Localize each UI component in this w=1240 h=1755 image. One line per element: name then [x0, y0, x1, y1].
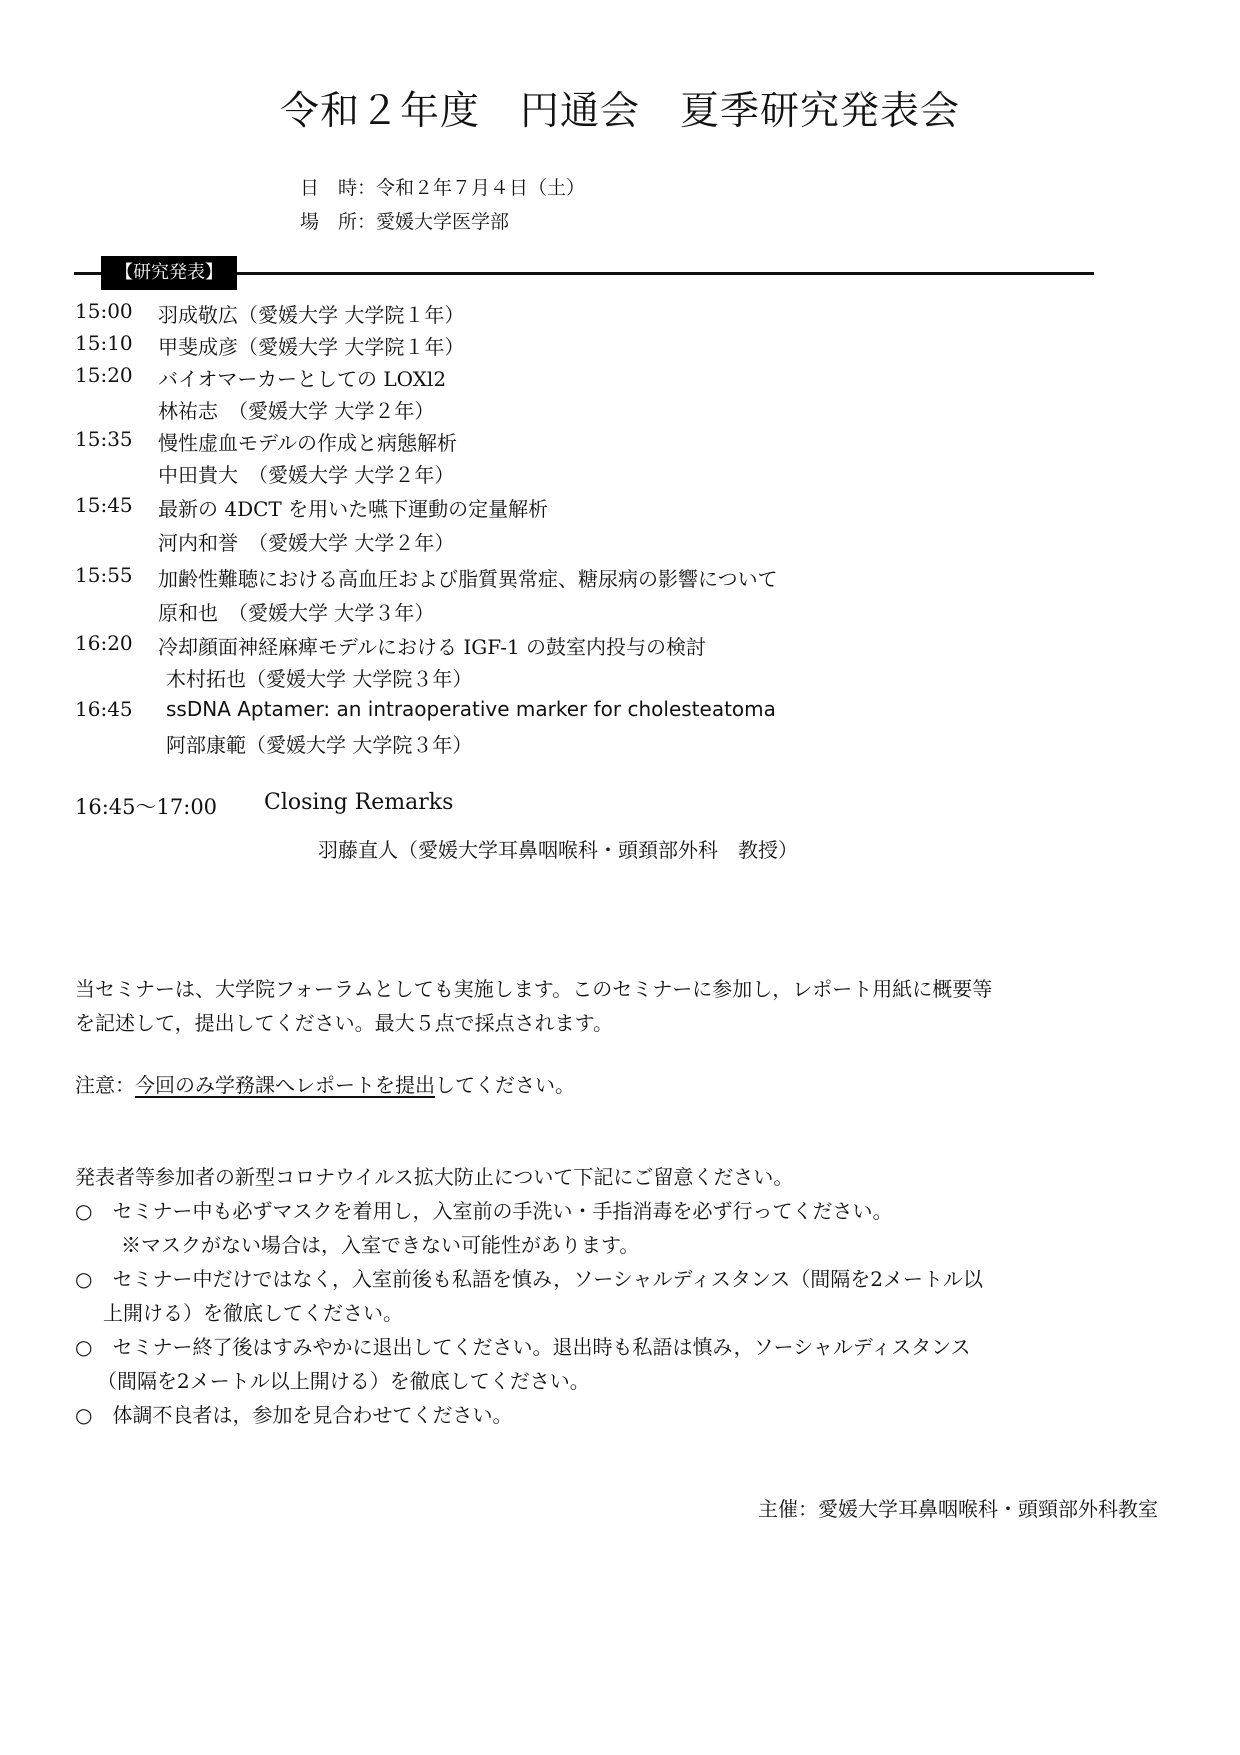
covid-item: ○ セミナー終了後はすみやかに退出してください。退出時も私語は慎み，ソーシャルディスタンス [75, 1335, 971, 1359]
program-time: 15:55 [75, 563, 133, 587]
program-presenter: 原和也 （愛媛大学 大学３年） [158, 601, 435, 625]
program-topic: 最新の 4DCT を用いた嚥下運動の定量解析 [158, 497, 549, 521]
program-topic: ssDNA Aptamer: an intraoperative marker for cholesteatoma [166, 697, 776, 721]
program-presenter: 河内和誉 （愛媛大学 大学２年） [158, 531, 455, 555]
covid-intro: 発表者等参加者の新型コロナウイルス拡大防止について下記にご留意ください。 [75, 1165, 794, 1189]
covid-item-note: ※マスクがない場合は，入室できない可能性があります。 [121, 1233, 640, 1257]
organizer: 主催：愛媛大学耳鼻咽喉科・頭頸部外科教室 [758, 1497, 1158, 1521]
caution-note [75, 1069, 575, 1098]
covid-item-continued: 上開ける）を徹底してください。 [103, 1301, 403, 1325]
program-presenter: 甲斐成彦（愛媛大学 大学院１年） [158, 335, 465, 359]
program-time: 15:45 [75, 493, 133, 517]
program-presenter: 木村拓也（愛媛大学 大学院３年） [166, 667, 473, 691]
program-presenter: 林祐志 （愛媛大学 大学２年） [158, 399, 435, 423]
covid-item: ○ セミナー中だけではなく，入室前後も私語を慎み，ソーシャルディスタンス（間隔を2メートル以 [75, 1267, 983, 1291]
notice-line-1: 当セミナーは、大学院フォーラムとしても実施します。このセミナーに参加し，レポート用紙に概要等 [75, 977, 993, 1001]
program-time: 16:20 [75, 631, 133, 655]
program-topic: 加齢性難聴における高血圧および脂質異常症、糖尿病の影響について [158, 567, 778, 591]
program-presenter: 羽成敬広（愛媛大学 大学院１年） [158, 303, 465, 327]
closing-time: 16:45～17:00 [75, 795, 218, 819]
closing-label: Closing Remarks [264, 790, 454, 815]
page-title: 令和２年度 円通会 夏季研究発表会 [279, 89, 960, 134]
program-topic: 冷却顔面神経麻痺モデルにおける IGF-1 の鼓室内投与の検討 [158, 635, 707, 659]
program-time: 15:35 [75, 427, 133, 451]
caution-prefix: 注意： [75, 1073, 135, 1097]
program-time: 15:00 [75, 299, 133, 323]
program-topic: 慢性虚血モデルの作成と病態解析 [158, 431, 457, 455]
event-date: 日 時：令和２年７月４日（土） [300, 177, 586, 199]
covid-item: ○ 体調不良者は，参加を見合わせてください。 [75, 1403, 513, 1427]
program-time: 16:45 [75, 697, 133, 721]
caution-suffix: してください。 [435, 1073, 575, 1097]
program-time: 15:20 [75, 363, 133, 387]
covid-item: ○ セミナー中も必ずマスクを着用し，入室前の手洗い・手指消毒を必ず行ってください。 [75, 1199, 893, 1223]
notice-line-2: を記述して，提出してください。最大５点で採点されます。 [75, 1011, 613, 1035]
covid-item-continued: （間隔を2メートル以上開ける）を徹底してください。 [97, 1369, 590, 1393]
section-tag: 【研究発表】 [101, 256, 237, 290]
program-time: 15:10 [75, 331, 133, 355]
caution-underlined: 今回のみ学務課へレポートを提出 [135, 1073, 435, 1097]
event-venue: 場 所：愛媛大学医学部 [300, 211, 510, 233]
program-topic: バイオマーカーとしての LOXl2 [158, 367, 447, 391]
program-presenter: 中田貴大 （愛媛大学 大学２年） [158, 463, 455, 487]
closing-speaker: 羽藤直人（愛媛大学耳鼻咽喉科・頭頚部外科 教授） [318, 838, 798, 862]
program-presenter: 阿部康範（愛媛大学 大学院３年） [166, 733, 473, 757]
